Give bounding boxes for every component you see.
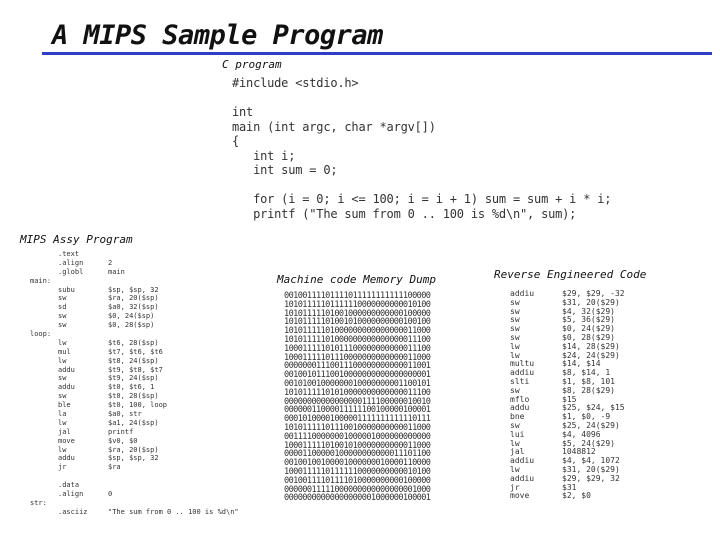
reverse-operands: $0, 24($29) [562, 324, 615, 334]
reverse-operands: $29, $29, -32 [562, 289, 625, 298]
reverse-opcode: addiu [510, 368, 535, 378]
reverse-opcode: lw [510, 350, 520, 360]
asm-operands: main [108, 267, 125, 276]
machine-code-dump [284, 292, 430, 503]
reverse-operands: $0, 28($29) [562, 332, 615, 342]
asm-opcode: sw [58, 321, 67, 330]
machine-code-word: 10101111101111110000000000010100 [284, 299, 431, 310]
asm-operands: $ra, 20($sp) [108, 445, 159, 454]
asm-opcode: lw [58, 445, 67, 454]
reverse-opcode: bne [510, 412, 525, 422]
reverse-opcode: sw [510, 324, 520, 334]
reverse-operands: $25, $24, $15 [562, 403, 625, 413]
asm-operands: 0 [108, 490, 113, 499]
machine-code-word: 00001100000100000000000011101100 [284, 449, 431, 460]
reverse-opcode: sw [510, 420, 520, 430]
machine-code-word: 00000011111000000000000000001000 [284, 484, 431, 495]
reverse-operands: $15 [562, 394, 577, 404]
machine-code-word: 00100100100001000000010000110000 [284, 458, 431, 469]
machine-code-word: 00100101110010000000000000000001 [284, 370, 431, 381]
asm-operands: $t7, $t6, $t6 [108, 347, 163, 356]
reverse-opcode: addiu [510, 473, 535, 483]
asm-operands: printf [108, 427, 134, 436]
asm-operands: $t6, 28($sp) [108, 338, 159, 347]
reverse-operands: $5, 36($29) [562, 315, 615, 325]
reverse-operands: $1, $8, 101 [562, 376, 615, 386]
asm-opcode: lw [58, 356, 67, 365]
asm-opcode: ble [58, 401, 71, 410]
asm-operands: $0, 28($sp) [108, 321, 155, 330]
reverse-opcode: slti [510, 376, 530, 386]
c-program-label: C program [222, 58, 282, 71]
asm-operands: $sp, $sp, 32 [108, 454, 159, 463]
c-code-line [232, 178, 611, 193]
asm-opcode: move [58, 436, 75, 445]
reverse-engineered-label: Reverse Engineered Code [494, 268, 647, 281]
machine-code-word: 10101111101000000000000000011000 [284, 326, 431, 337]
asm-opcode: .align [58, 490, 84, 499]
reverse-operands: $8, 28($29) [562, 385, 615, 395]
asm-opcode: .text [58, 250, 80, 258]
reverse-operands: $4, $4, 1072 [562, 456, 620, 466]
machine-code-word: 10001111101001010000000000011000 [284, 440, 431, 451]
asm-opcode: .globl [58, 267, 84, 276]
reverse-opcode: sw [510, 315, 520, 325]
asm-opcode: sw [58, 294, 67, 303]
reverse-opcode: sw [510, 385, 520, 395]
machine-code-word: 00000000000000000111100000010010 [284, 396, 431, 407]
asm-opcode: sw [58, 392, 67, 401]
asm-opcode: .data [58, 481, 80, 490]
asm-operands: $t0, $t6, 1 [108, 383, 155, 392]
reverse-operands: $14, $14 [562, 359, 601, 369]
machine-code-word: 10101111101000000000000000011100 [284, 334, 431, 345]
asm-label: str: [30, 498, 47, 507]
reverse-operands: $1, $0, -9 [562, 412, 611, 422]
asm-label: main: [30, 276, 52, 285]
reverse-operands: $14, 28($29) [562, 341, 620, 351]
reverse-opcode: multu [510, 359, 535, 369]
asm-operands: $t9, $t8, $t7 [108, 365, 163, 374]
c-code-line [232, 91, 611, 106]
asm-opcode: sd [58, 303, 67, 312]
machine-code-word: 10101111101001010000000000100100 [284, 317, 431, 328]
reverse-opcode: addiu [510, 456, 535, 466]
asm-opcode: sw [58, 374, 67, 383]
reverse-opcode: move [510, 491, 530, 501]
c-code-line: int i; [232, 148, 296, 163]
reverse-operands: $29, $29, 32 [562, 473, 620, 483]
machine-code-word: 00000001110011100000000000011001 [284, 361, 431, 372]
machine-code-word: 10001111101110000000000000011000 [284, 352, 431, 363]
asm-operands: $ra [108, 463, 121, 472]
reverse-operands: $24, 24($29) [562, 350, 620, 360]
asm-opcode: addu [58, 383, 75, 392]
reverse-operands: 1048812 [562, 447, 596, 457]
c-code-line: int [232, 105, 254, 119]
reverse-operands: $2, $0 [562, 491, 591, 501]
asm-operands: $t0, 100, loop [108, 401, 168, 410]
reverse-opcode: lw [510, 341, 520, 351]
reverse-operands: $31 [562, 482, 577, 492]
c-code-line: printf ("The sum from 0 .. 100 is %d\n", sum); [232, 206, 577, 221]
asm-operands: $ra, 20($sp) [108, 294, 159, 303]
asm-opcode: sw [58, 312, 67, 321]
c-code-line: { [232, 134, 240, 148]
reverse-operands: $5, 24($29) [562, 438, 615, 448]
machine-code-word: 10001111101011100000000000011100 [284, 343, 431, 354]
asm-opcode: .align [58, 258, 84, 267]
machine-code-word: 10101111101010000000000000011100 [284, 387, 431, 398]
asm-opcode: jr [58, 463, 67, 472]
machine-code-word: 10001111101111110000000000010100 [284, 466, 431, 477]
machine-code-word: 00000000000000000001000000100001 [284, 493, 431, 504]
asm-opcode: mul [58, 347, 71, 356]
reverse-operands: $25, 24($29) [562, 420, 620, 430]
asm-operands: $0, 24($sp) [108, 312, 155, 321]
reverse-opcode: jr [510, 482, 520, 492]
reverse-opcode: sw [510, 306, 520, 316]
asm-operands: 2 [108, 258, 113, 267]
asm-operands: $a1, 24($sp) [108, 418, 159, 427]
asm-operands: $a0, str [108, 410, 142, 419]
asm-opcode: addu [58, 365, 75, 374]
page-title: A MIPS Sample Program [52, 20, 383, 51]
reverse-opcode: mflo [510, 394, 530, 404]
asm-opcode: jal [58, 427, 71, 436]
machine-code-word: 00100111101111011111111111100000 [284, 291, 431, 301]
c-code-line: #include <stdio.h> [232, 76, 359, 90]
reverse-opcode: lw [510, 438, 520, 448]
asm-operands: $sp, $sp, 32 [108, 285, 159, 294]
reverse-opcode: addiu [510, 289, 535, 298]
c-program-code [232, 76, 611, 221]
machine-code-word: 10101111101110010000000000011000 [284, 422, 431, 433]
reverse-operands: $31, 20($29) [562, 297, 620, 307]
asm-label: loop: [30, 330, 52, 339]
machine-code-word: 00010100001000001111111111110111 [284, 414, 431, 425]
machine-code-word: 00111100000001000001000000000000 [284, 431, 431, 442]
machine-code-word: 00000011000011111100100000100001 [284, 405, 431, 416]
reverse-opcode: sw [510, 332, 520, 342]
asm-operands: $t0, 28($sp) [108, 392, 159, 401]
c-code-line: for (i = 0; i <= 100; i = i + 1) sum = sum + i * i; [232, 192, 612, 206]
asm-operands: $t9, 24($sp) [108, 374, 159, 383]
reverse-operands: $31, 20($29) [562, 464, 620, 474]
asm-operands: $v0, $0 [108, 436, 138, 445]
asm-opcode: lw [58, 338, 67, 347]
machine-code-word: 00100111101111010000000000100000 [284, 475, 431, 486]
asm-operands: $t8, 24($sp) [108, 356, 159, 365]
reverse-opcode: sw [510, 297, 520, 307]
reverse-operands: $8, $14, 1 [562, 368, 611, 378]
asm-operands: $a0, 32($sp) [108, 303, 159, 312]
asm-opcode: addu [58, 454, 75, 463]
mips-assembly-label: MIPS Assy Program [20, 233, 133, 246]
machine-code-word: 00101001000000010000000001100101 [284, 378, 431, 389]
reverse-operands: $4, 32($29) [562, 306, 615, 316]
asm-opcode: subu [58, 285, 75, 294]
asm-operands: "The sum from 0 .. 100 is %d\n" [108, 507, 239, 516]
asm-opcode: la [58, 410, 67, 419]
reverse-opcode: lui [510, 429, 525, 439]
reverse-operands: $4, 4096 [562, 429, 601, 439]
c-code-line: int sum = 0; [232, 163, 338, 177]
machine-code-word: 10101111101001000000000000100000 [284, 308, 431, 319]
asm-opcode: lw [58, 418, 67, 427]
reverse-opcode: jal [510, 447, 525, 457]
reverse-opcode: lw [510, 464, 520, 474]
asm-opcode: .asciiz [58, 507, 88, 516]
reverse-opcode: addu [510, 403, 530, 413]
machine-code-label: Machine code Memory Dump [277, 273, 436, 286]
c-code-line: main (int argc, char *argv[]) [232, 119, 436, 134]
title-underline [42, 52, 712, 55]
